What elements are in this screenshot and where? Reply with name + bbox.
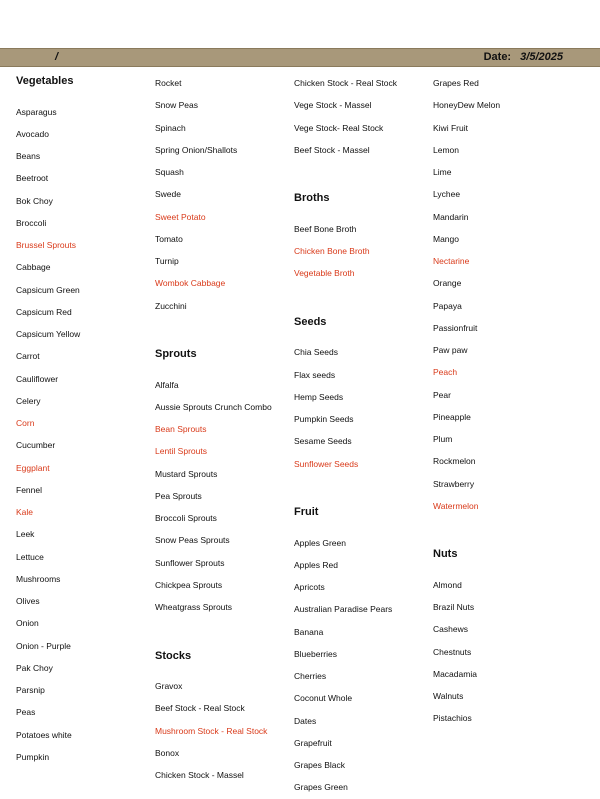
section <box>155 72 293 317</box>
list-item: Lettuce <box>16 551 44 562</box>
list-item: Parsnip <box>16 685 45 695</box>
list-item: Vege Stock- Real Stock <box>294 122 384 133</box>
list-item: Turnip <box>155 256 179 266</box>
list-item: Watermelon <box>433 500 479 511</box>
date-value: 3/5/2025 <box>520 51 563 63</box>
list-item: Capsicum Yellow <box>16 329 81 339</box>
list-item: Mandarin <box>433 211 469 222</box>
list-item: Onion - Purple <box>16 640 71 651</box>
spacer <box>294 475 432 497</box>
list-item: Chicken Stock - Real Stock <box>294 78 397 88</box>
section <box>433 72 571 517</box>
list-item: Cauliflower <box>16 373 59 384</box>
spacer <box>155 317 293 339</box>
header-left-text: / <box>55 51 59 63</box>
list-item: Lentil Sprouts <box>155 446 207 457</box>
section <box>16 72 154 768</box>
list-item: Grapefruit <box>294 737 332 748</box>
list-item: Dates <box>294 715 317 726</box>
section-heading-wrap <box>16 72 154 101</box>
list-item: HoneyDew Melon <box>433 100 501 111</box>
list-item: Bok Choy <box>16 195 53 206</box>
list-item: Beans <box>16 151 41 161</box>
list-item: Lychee <box>433 189 461 200</box>
list-item: Beetroot <box>16 173 49 184</box>
list-item: Onion <box>16 618 39 629</box>
list-item: Broccoli <box>16 217 47 228</box>
list-item: Flax seeds <box>294 369 336 380</box>
section-heading-wrap <box>155 647 293 676</box>
list-item: Leek <box>16 529 35 540</box>
list-item: Peach <box>433 367 458 378</box>
list-item: Peas <box>16 707 36 718</box>
section-title: Vegetables <box>16 75 74 87</box>
list-item: Vege Stock - Massel <box>294 100 372 111</box>
section <box>155 317 293 619</box>
section-title: Broths <box>294 192 330 205</box>
list-item: Grapes Green <box>294 782 348 793</box>
section-title: Seeds <box>294 315 327 328</box>
list-item: Mango <box>433 233 459 244</box>
list-item: Beef Stock - Real Stock <box>155 703 245 714</box>
list-item: Almond <box>433 579 462 590</box>
list-item: Fennel <box>16 484 42 495</box>
list-item: Snow Peas Sprouts <box>155 535 230 546</box>
list-item: Pumpkin <box>16 751 50 762</box>
list-item: Carrot <box>16 351 40 362</box>
list-item: Sunflower Sprouts <box>155 557 225 568</box>
column-3 <box>294 72 432 799</box>
date-field <box>484 51 563 63</box>
list-item: Kale <box>16 507 34 517</box>
list-item: Banana <box>294 626 324 637</box>
list-item: Cucumber <box>16 440 56 451</box>
list-item: Gravox <box>155 681 183 691</box>
list-item: Brazil Nuts <box>433 602 475 612</box>
list-item: Broccoli Sprouts <box>155 513 217 523</box>
list-item: Pineapple <box>433 411 471 422</box>
list-item: Olives <box>16 596 40 606</box>
list-item: Eggplant <box>16 462 50 473</box>
section-heading-wrap <box>294 189 432 218</box>
list-item: Pumpkin Seeds <box>294 414 354 424</box>
list-item: Beef Bone Broth <box>294 223 357 234</box>
list-item: Lime <box>433 167 452 177</box>
list-item: Spring Onion/Shallots <box>155 144 238 155</box>
column-4 <box>433 72 571 730</box>
list-item: Walnuts <box>433 691 464 701</box>
list-item: Paw paw <box>433 345 468 355</box>
list-item: Sunflower Seeds <box>294 458 359 469</box>
section-heading-wrap <box>294 313 432 342</box>
section-heading-wrap <box>433 545 571 574</box>
list-item: Sesame Seeds <box>294 436 352 447</box>
section <box>294 285 432 475</box>
list-item: Spinach <box>155 122 186 133</box>
list-item: Pear <box>433 389 451 400</box>
list-item: Apricots <box>294 582 325 592</box>
list-item: Cabbage <box>16 262 51 273</box>
list-item: Papaya <box>433 300 462 311</box>
list-item: Mushrooms <box>16 573 61 584</box>
list-item: Passionfruit <box>433 322 478 333</box>
list-item: Blueberries <box>294 648 337 659</box>
list-item: Capsicum Red <box>16 306 72 317</box>
list-item: Grapes Black <box>294 760 346 770</box>
section-title: Nuts <box>433 548 458 561</box>
list-item: Nectarine <box>433 256 470 266</box>
list-item: Tomato <box>155 233 183 244</box>
spacer <box>155 618 293 640</box>
list-item: Mustard Sprouts <box>155 468 218 479</box>
list-item: Bean Sprouts <box>155 424 207 434</box>
section-heading-wrap <box>294 503 432 532</box>
list-item: Squash <box>155 167 184 177</box>
list-item: Bonox <box>155 747 180 758</box>
section-title: Fruit <box>294 506 319 518</box>
list-item: Chickpea Sprouts <box>155 579 223 590</box>
list-item: Snow Peas <box>155 100 198 111</box>
list-item: Rocket <box>155 78 182 88</box>
list-item: Sweet Potato <box>155 211 206 222</box>
list-item: Vegetable Broth <box>294 268 355 279</box>
list-item: Cashews <box>433 624 468 635</box>
list-item: Chia Seeds <box>294 347 338 358</box>
section <box>433 517 571 730</box>
spacer <box>294 161 432 183</box>
section <box>294 72 432 161</box>
list-item: Lemon <box>433 144 459 155</box>
list-item: Wheatgrass Sprouts <box>155 602 233 612</box>
list-item: Asparagus <box>16 106 57 117</box>
section-heading-wrap <box>155 345 293 374</box>
list-item: Beef Stock - Massel <box>294 144 370 155</box>
list-item: Alfalfa <box>155 379 179 390</box>
list-item: Macadamia <box>433 668 477 679</box>
list-item: Pistachios <box>433 713 472 724</box>
date-label: Date: <box>483 51 512 63</box>
list-item: Swede <box>155 189 181 200</box>
section <box>294 475 432 799</box>
list-item: Mushroom Stock - Real Stock <box>155 725 268 736</box>
list-item: Brussel Sprouts <box>16 240 76 250</box>
header-bar <box>0 48 600 67</box>
list-item: Australian Paradise Pears <box>294 604 393 615</box>
list-item: Wombok Cabbage <box>155 278 226 289</box>
list-item: Potatoes white <box>16 729 72 740</box>
list-item: Chestnuts <box>433 646 472 657</box>
list-item: Chicken Bone Broth <box>294 246 370 256</box>
section-title: Sprouts <box>155 348 197 360</box>
section <box>294 161 432 285</box>
list-item: Apples Green <box>294 537 346 548</box>
list-item: Strawberry <box>433 478 475 489</box>
list-item: Rockmelon <box>433 456 476 467</box>
list-item: Pea Sprouts <box>155 490 202 501</box>
column-1 <box>16 72 154 768</box>
list-item: Corn <box>16 418 35 428</box>
spacer <box>294 285 432 307</box>
list-item: Avocado <box>16 128 49 139</box>
list-item: Capsicum Green <box>16 284 80 295</box>
list-item: Hemp Seeds <box>294 391 344 402</box>
list-item: Apples Red <box>294 559 338 570</box>
list-item: Cherries <box>294 671 327 681</box>
list-item: Coconut Whole <box>294 693 353 704</box>
section <box>155 618 293 786</box>
list-item: Orange <box>433 278 462 289</box>
list-item: Grapes Red <box>433 78 479 88</box>
spacer <box>433 517 571 539</box>
list-item: Zucchini <box>155 300 187 311</box>
list-item: Kiwi Fruit <box>433 122 468 133</box>
list-item: Pak Choy <box>16 662 53 673</box>
list-item: Celery <box>16 395 41 406</box>
list-item: Chicken Stock - Massel <box>155 770 244 780</box>
section-title: Stocks <box>155 649 192 662</box>
list-item: Aussie Sprouts Crunch Combo <box>155 401 272 412</box>
column-2 <box>155 72 293 786</box>
list-item: Plum <box>433 434 453 444</box>
